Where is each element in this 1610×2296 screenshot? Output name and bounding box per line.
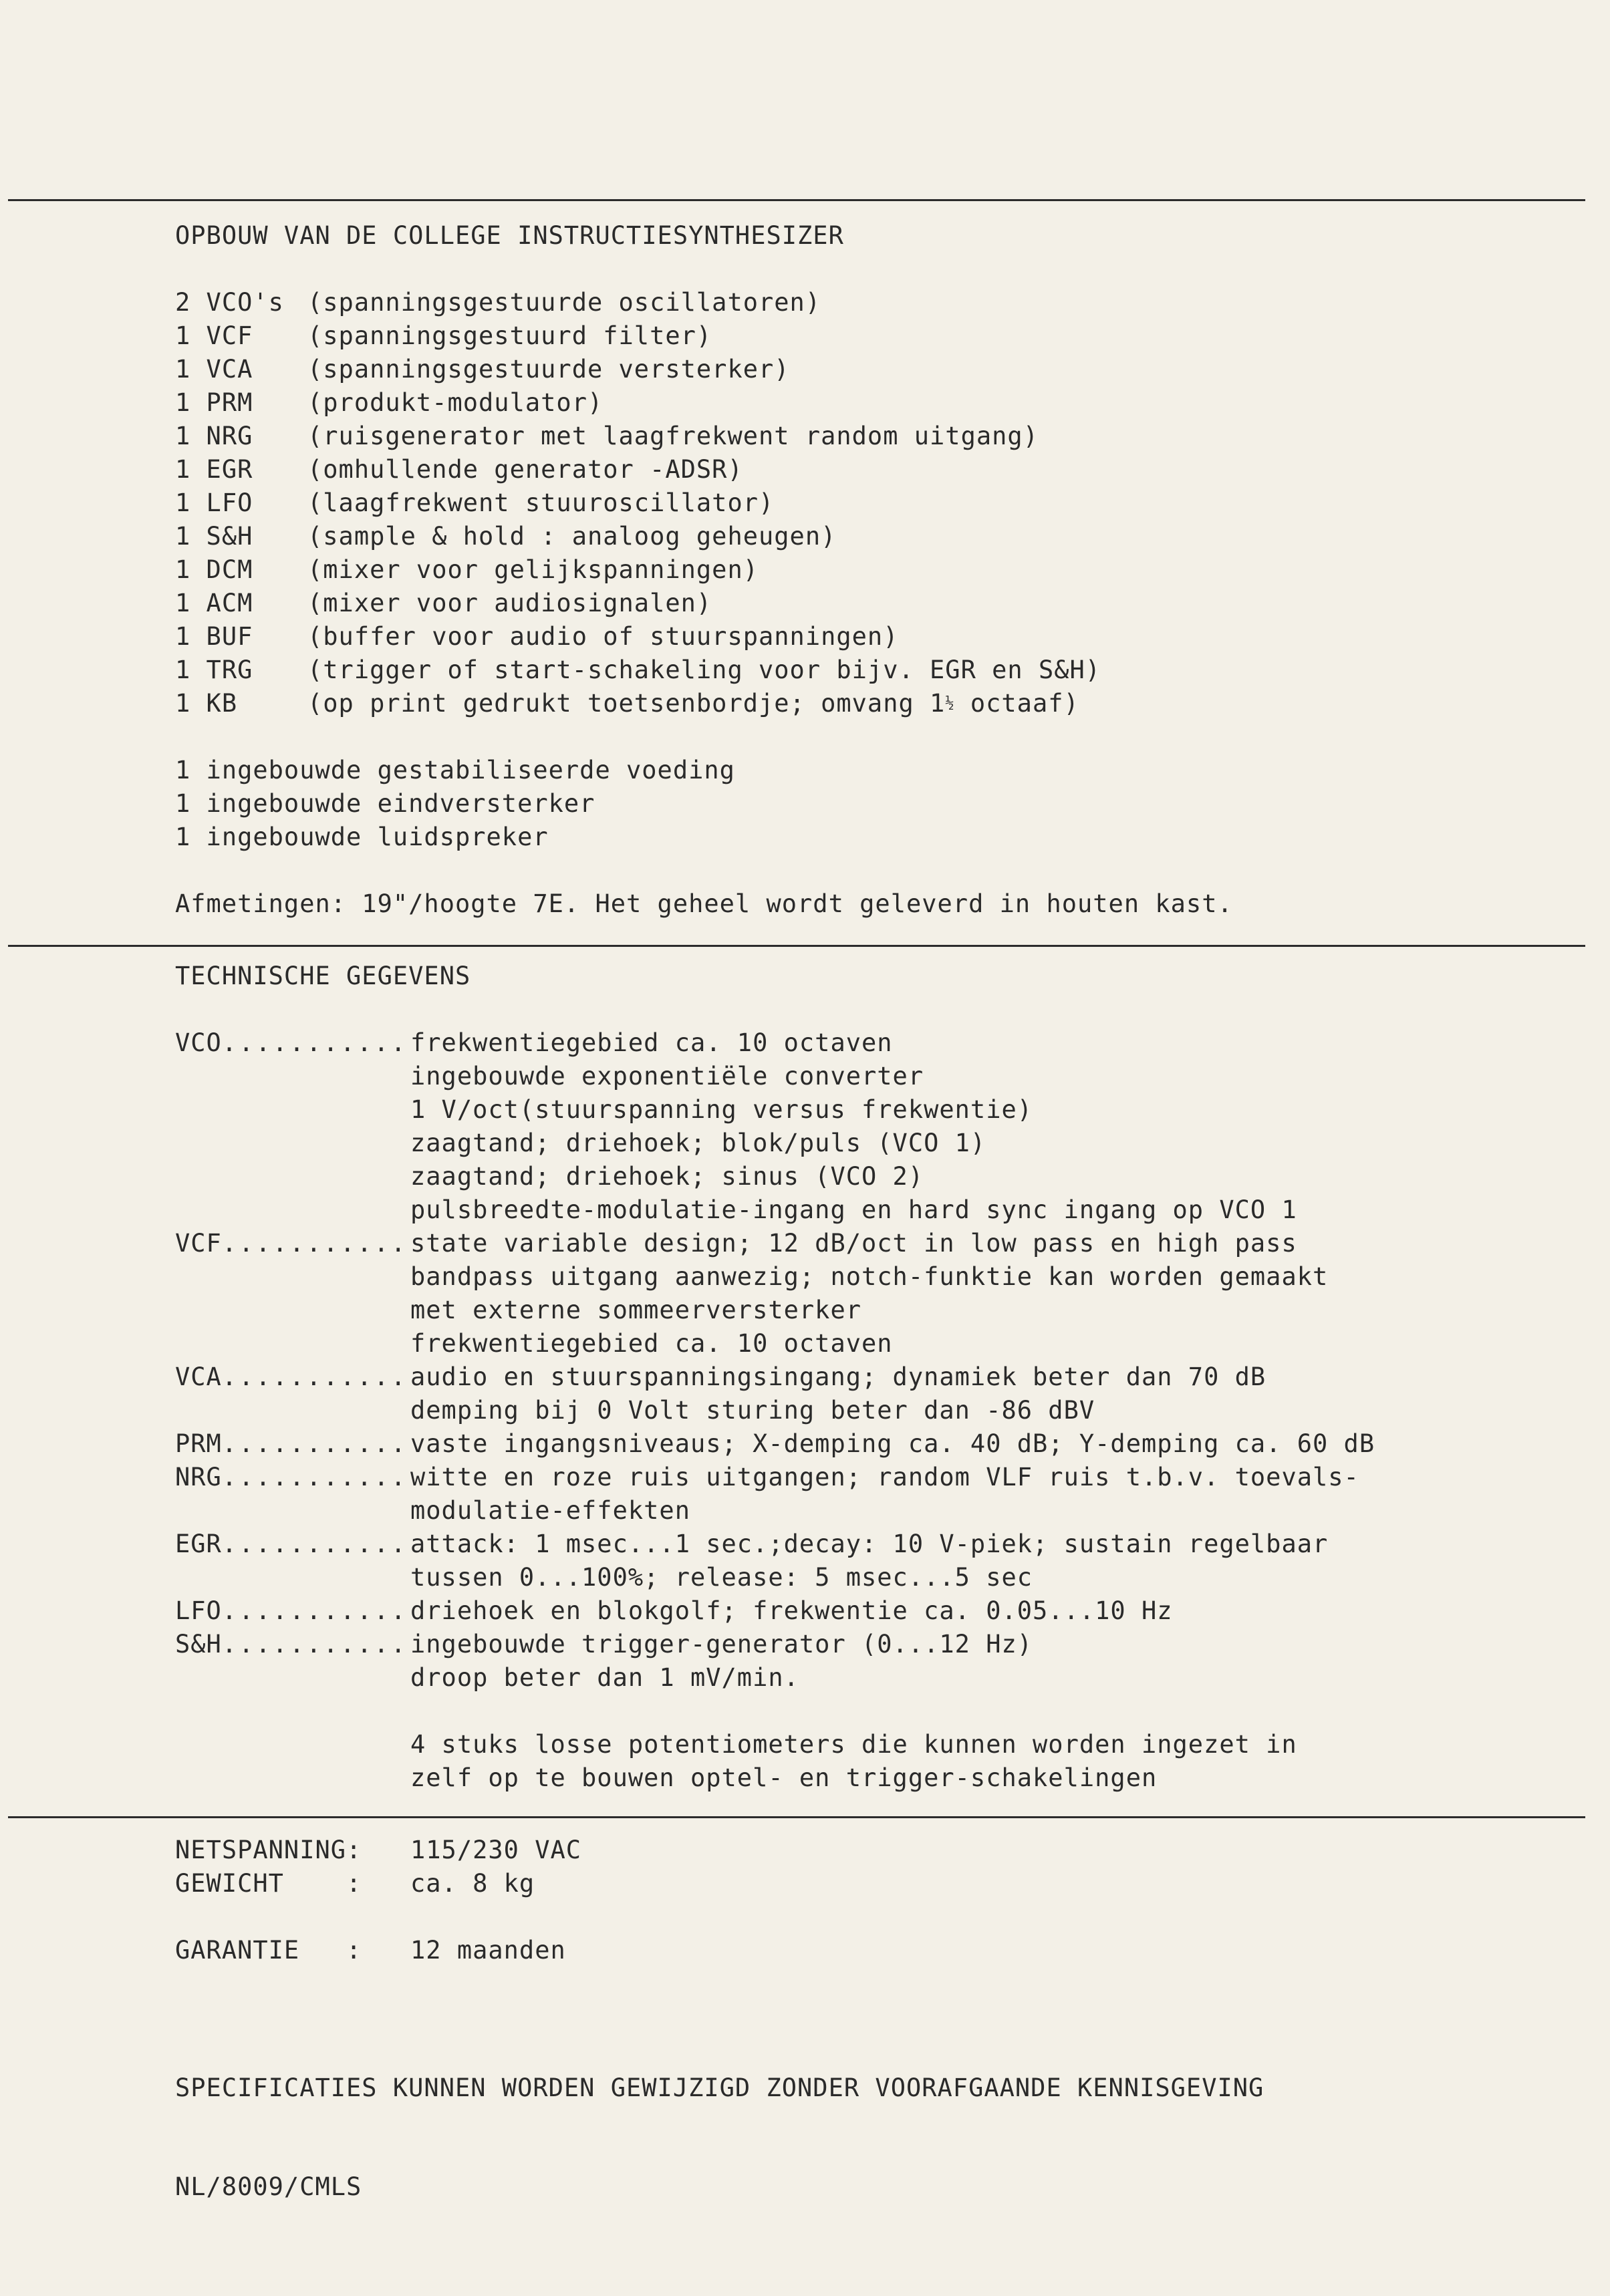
- section-rule: [8, 945, 1585, 947]
- spec-row-lfo: LFO........... driehoek en blokgolf; frekwentie ca. 0.05...10 Hz: [175, 1596, 1173, 1625]
- module-item: 1 DCM (mixer voor gelijkspanningen): [175, 555, 759, 584]
- module-item: 1 ACM (mixer voor audiosignalen): [175, 589, 712, 617]
- top-rule: [8, 199, 1585, 201]
- spec-label: NRG: [175, 1463, 222, 1491]
- spec-list: VCO........... frekwentiegebied ca. 10 octaven ingebouwde exponentiële converter 1 V/oct(stuurspanning versus frekwentie) zaagtand; driehoek; blok/puls (VCO 1) zaagtand; driehoek; sinus (VCO 2) pulsbreedte-modulatie-ingang en hard sync ingang op VCO 1 VCF........... state variable design; 12 dB/oct in low pass en high pass bandpass uitgang aanwezig; notch-funktie kan worden gemaakt met externe sommeerversterker frekwentiegebied ca. 10 octaven VCA........... audio en stuurspanningsingang; dynamiek beter dan 70 dB demping bij 0 Volt sturing beter dan -86 dBV PRM........... vaste ingangsniveaus; X-demping ca. 40 dB; Y-demping ca. 60 dB NRG........... witte en roze ruis uitgangen; random VLF ruis t.b.v. toevals- modulatie-effekten EGR........... attack: 1 msec...1 sec.;decay: 10 V-piek; sustain regelbaar tussen 0...100%; release: 5 msec...5 sec LFO........... driehoek en blokgolf; frekwentie ca. 0.05...10 Hz S&H........... ingebouwde trigger-generator (0...12 Hz) droop beter dan 1 mV/min. 4 stuks losse potentiometers die kunnen worden ingezet in zelf op te bouwen optel- en trigger-schakelingen: [175, 1026, 1375, 1795]
- spec-label: VCF: [175, 1229, 222, 1258]
- section-title: OPBOUW VAN DE COLLEGE INSTRUCTIESYNTHESIZER: [175, 221, 844, 250]
- section-rule: [8, 1816, 1585, 1818]
- notice-text: SPECIFICATIES KUNNEN WORDEN GEWIJZIGD ZONDER VOORAFGAANDE KENNISGEVING: [175, 2073, 1264, 2102]
- spec-label: EGR: [175, 1530, 222, 1558]
- module-item: 1 BUF (buffer voor audio of stuurspanningen): [175, 622, 899, 651]
- section-technische-gegevens: [175, 960, 1375, 1795]
- spec-row-egr: EGR........... attack: 1 msec...1 sec.;decay: 10 V-piek; sustain regelbaar: [175, 1530, 1329, 1558]
- document-code: [175, 2170, 362, 2204]
- module-item: 1 TRG (trigger of start-schakeling voor bijv. EGR en S&H): [175, 656, 1101, 684]
- builtin-item: 1 ingebouwde gestabiliseerde voeding: [175, 756, 735, 784]
- module-item: 1 VCA (spanningsgestuurde versterker): [175, 355, 790, 384]
- module-item: 1 NRG (ruisgenerator met laagfrekwent random uitgang): [175, 422, 1039, 450]
- spec-label: PRM: [175, 1429, 222, 1458]
- spec-row-prm: PRM........... vaste ingangsniveaus; X-demping ca. 40 dB; Y-demping ca. 60 dB: [175, 1429, 1375, 1458]
- module-item: 1 VCF (spanningsgestuurd filter): [175, 321, 712, 350]
- spec-label: VCO: [175, 1028, 222, 1057]
- gewicht-row: GEWICHT : ca. 8 kg: [175, 1869, 535, 1898]
- module-item: 1 PRM (produkt-modulator): [175, 388, 603, 417]
- extra-note: zelf op te bouwen optel- en trigger-schakelingen: [410, 1763, 1158, 1792]
- module-list: [175, 286, 1233, 720]
- netspanning-row: NETSPANNING: 115/230 VAC: [175, 1836, 582, 1864]
- spec-label: LFO: [175, 1596, 222, 1625]
- section-general: [175, 1834, 581, 1967]
- section-opbouw: [175, 219, 1233, 921]
- spec-row-nrg: NRG........... witte en roze ruis uitgangen; random VLF ruis t.b.v. toevals-: [175, 1463, 1359, 1491]
- builtin-item: 1 ingebouwde luidspreker: [175, 823, 549, 851]
- spec-row-vco: VCO........... frekwentiegebied ca. 10 octaven: [175, 1028, 893, 1057]
- section-title: TECHNISCHE GEGEVENS: [175, 962, 471, 990]
- builtin-item: 1 ingebouwde eindversterker: [175, 789, 595, 818]
- module-item: 1 LFO (laagfrekwent stuuroscillator): [175, 488, 775, 517]
- module-item: 1 S&H (sample & hold : analoog geheugen): [175, 522, 837, 551]
- spec-row-vcf: VCF........... state variable design; 12 dB/oct in low pass en high pass: [175, 1229, 1297, 1258]
- builtin-list: [175, 754, 1233, 854]
- dimensions-text: Afmetingen: 19"/hoogte 7E. Het geheel wordt geleverd in houten kast.: [175, 889, 1233, 918]
- spec-label: VCA: [175, 1362, 222, 1391]
- spec-row-vca: VCA........... audio en stuurspanningsingang; dynamiek beter dan 70 dB: [175, 1362, 1266, 1391]
- module-item: 1 KB (op print gedrukt toetsenbordje; omvang 1½ octaaf): [175, 689, 1079, 718]
- spec-label: S&H: [175, 1630, 222, 1659]
- module-item: 1 EGR (omhullende generator -ADSR): [175, 455, 743, 484]
- garantie-row: GARANTIE : 12 maanden: [175, 1936, 566, 1965]
- document-code-text: NL/8009/CMLS: [175, 2172, 362, 2201]
- notice: [175, 2071, 1264, 2105]
- spec-row-sh: S&H........... ingebouwde trigger-generator (0...12 Hz): [175, 1630, 1033, 1659]
- module-item: 2 VCO's (spanningsgestuurde oscillatoren): [175, 288, 821, 317]
- extra-note: 4 stuks losse potentiometers die kunnen worden ingezet in: [410, 1730, 1297, 1759]
